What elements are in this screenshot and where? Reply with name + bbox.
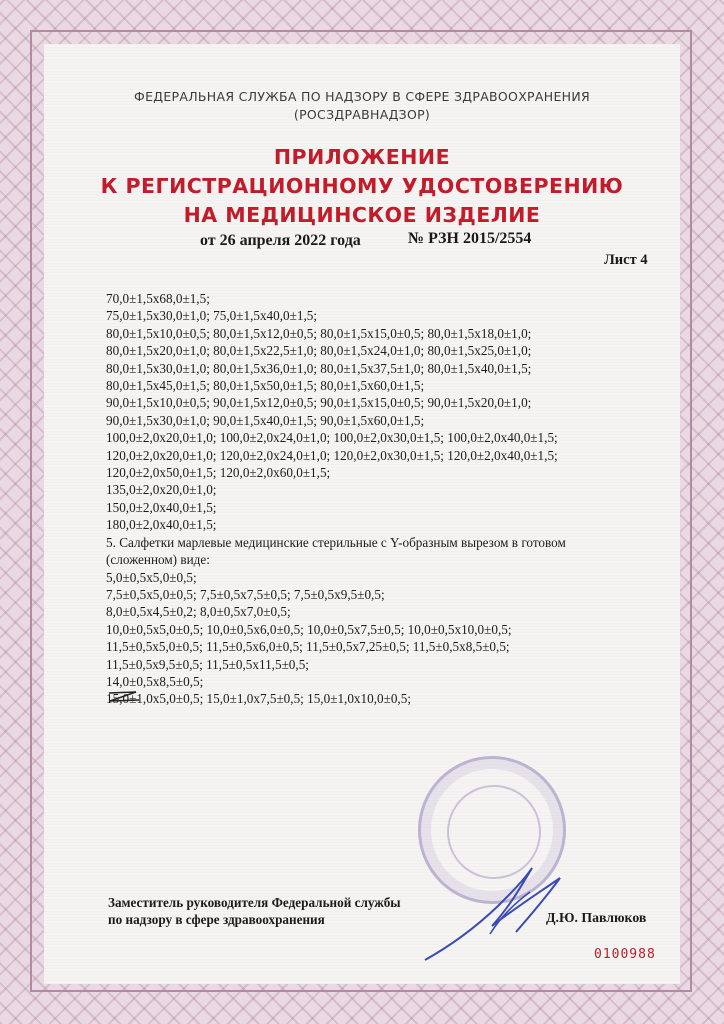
- title-line-3: НА МЕДИЦИНСКОЕ ИЗДЕЛИЕ: [183, 203, 541, 227]
- form-serial-number: 0100988: [594, 947, 656, 962]
- title-line-1: ПРИЛОЖЕНИЕ: [273, 145, 451, 169]
- specification-line: 5. Салфетки марлевые медицинские стерильные с Y-образным вырезом в готовом: [106, 534, 566, 550]
- document-title: [0, 143, 724, 230]
- specification-line: 80,0±1,5х45,0±1,5; 80,0±1,5х50,0±1,5; 80,0±1,5х60,0±1,5;: [106, 378, 425, 394]
- specification-line: 8,0±0,5х4,5±0,2; 8,0±0,5х7,0±0,5;: [106, 604, 291, 620]
- agency-header: [0, 88, 724, 124]
- specification-line: 15,0±1,0х5,0±0,5; 15,0±1,0х7,5±0,5; 15,0±1,0х10,0±0,5;: [106, 691, 411, 707]
- specification-line: 10,0±0,5х5,0±0,5; 10,0±0,5х6,0±0,5; 10,0±0,5х7,5±0,5; 10,0±0,5х10,0±0,5;: [106, 621, 512, 637]
- signatory-position: [108, 894, 401, 928]
- signature: [420, 848, 590, 968]
- specification-line: 180,0±2,0х40,0±1,5;: [106, 517, 217, 533]
- specification-line: 5,0±0,5х5,0±0,5;: [106, 569, 197, 585]
- specification-line: 70,0±1,5х68,0±1,5;: [106, 291, 210, 306]
- specification-line: 120,0±2,0х50,0±1,5; 120,0±2,0х60,0±1,5;: [106, 465, 331, 481]
- specification-line: 7,5±0,5х5,0±0,5; 7,5±0,5х7,5±0,5; 7,5±0,5х9,5±0,5;: [106, 586, 385, 602]
- specification-line: 80,0±1,5х20,0±1,0; 80,0±1,5х22,5±1,0; 80,0±1,5х24,0±1,0; 80,0±1,5х25,0±1,0;: [106, 343, 532, 359]
- specification-line: 135,0±2,0х20,0±1,0;: [106, 482, 217, 498]
- specification-line: 80,0±1,5х30,0±1,0; 80,0±1,5х36,0±1,0; 80,0±1,5х37,5±1,0; 80,0±1,5х40,0±1,5;: [106, 360, 532, 376]
- signatory-name: Д.Ю. Павлюков: [546, 910, 647, 925]
- specification-list: [106, 290, 646, 708]
- specification-line: 80,0±1,5х10,0±0,5; 80,0±1,5х12,0±0,5; 80,0±1,5х15,0±0,5; 80,0±1,5х18,0±1,0;: [106, 325, 532, 341]
- agency-name: ФЕДЕРАЛЬНАЯ СЛУЖБА ПО НАДЗОРУ В СФЕРЕ ЗДРАВООХРАНЕНИЯ: [134, 89, 590, 104]
- issue-date: от 26 апреля 2022 года: [200, 232, 361, 249]
- registration-number: № РЗН 2015/2554: [408, 230, 532, 247]
- specification-line: 14,0±0,5х8,5±0,5;: [106, 673, 204, 689]
- specification-line: 11,5±0,5х5,0±0,5; 11,5±0,5х6,0±0,5; 11,5±0,5х7,25±0,5; 11,5±0,5х8,5±0,5;: [106, 639, 510, 655]
- specification-line: 11,5±0,5х9,5±0,5; 11,5±0,5х11,5±0,5;: [106, 656, 309, 672]
- specification-line: 90,0±1,5х10,0±0,5; 90,0±1,5х12,0±0,5; 90,0±1,5х15,0±0,5; 90,0±1,5х20,0±1,0;: [106, 395, 532, 411]
- position-line-2: по надзору в сфере здравоохранения: [108, 912, 325, 927]
- specification-line: (сложенном) виде:: [106, 552, 210, 568]
- specification-line: 75,0±1,5х30,0±1,0; 75,0±1,5х40,0±1,5;: [106, 308, 318, 324]
- specification-line: 150,0±2,0х40,0±1,5;: [106, 499, 217, 515]
- title-line-2: К РЕГИСТРАЦИОННОМУ УДОСТОВЕРЕНИЮ: [100, 174, 624, 198]
- specification-line: 100,0±2,0х20,0±1,0; 100,0±2,0х24,0±1,0; 100,0±2,0х30,0±1,5; 100,0±2,0х40,0±1,5;: [106, 430, 558, 446]
- handwritten-initial-mark: [106, 689, 142, 705]
- position-line-1: Заместитель руководителя Федеральной службы: [108, 895, 401, 910]
- agency-abbreviation: (РОСЗДРАВНАДЗОР): [293, 107, 431, 122]
- specification-line: 90,0±1,5х30,0±1,0; 90,0±1,5х40,0±1,5; 90,0±1,5х60,0±1,5;: [106, 412, 425, 428]
- specification-line: 120,0±2,0х20,0±1,0; 120,0±2,0х24,0±1,0; 120,0±2,0х30,0±1,5; 120,0±2,0х40,0±1,5;: [106, 447, 558, 463]
- sheet-number: Лист 4: [604, 252, 648, 268]
